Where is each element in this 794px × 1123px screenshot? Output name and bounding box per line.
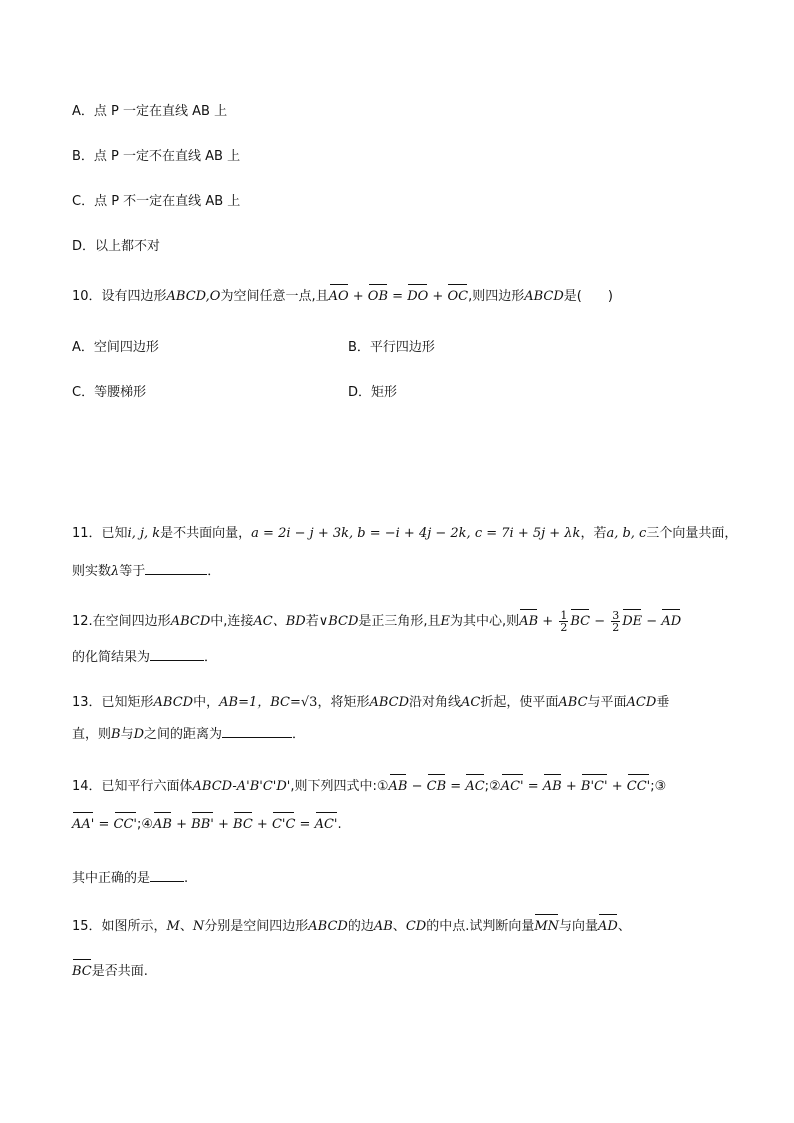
q10-option-b: B．平行四边形 [348, 340, 435, 355]
q13-t4: 折起，使平面 [480, 695, 559, 710]
q14-t4: ;④ [137, 817, 154, 832]
q14-line2: AA' = CC';④AB + BB' + BC + C'C = AC'. [72, 815, 342, 835]
q13-abc: ABC [558, 695, 588, 710]
q10-option-c: C．等腰梯形 [72, 385, 147, 400]
q13-t1: 中， [193, 695, 220, 710]
q10-abcd: ABCD [524, 289, 564, 304]
q13-acd: ACD [626, 695, 657, 710]
q13-t2: ，将矩形 [317, 695, 370, 710]
q15-cd: CD [405, 919, 427, 934]
q15-line2 [72, 962, 148, 982]
q12-expression: AB + $\frac{1}{2}$ BC − $\frac{3}{2}$ DE − AD [519, 609, 682, 634]
q13-ab: AB=1， [219, 695, 271, 710]
q14-formula-4: AB + BB' + BC + C'C = AC' [153, 817, 337, 832]
q14-t1: ,则下列四式中:① [290, 779, 389, 794]
q12-stem [72, 610, 681, 633]
q15-vec-bc: BC [72, 962, 92, 982]
q13-t3: 沿对角线 [409, 695, 462, 710]
q11-lambda: λ [111, 564, 120, 579]
q10-option-d: D．矩形 [348, 385, 398, 400]
q15-sep2: 、 [392, 919, 406, 934]
q13-abcd2: ABCD [369, 695, 410, 710]
q11-t1: 是不共面向量， [160, 526, 252, 541]
q15-m: M [166, 919, 180, 934]
q11-line2-prefix: 则实数 [72, 564, 112, 579]
q13-answer-blank[interactable] [222, 737, 292, 738]
q13-prefix: 13．已知矩形 [72, 695, 154, 710]
q14-solid: ABCD-A'B'C'D' [192, 779, 291, 794]
q12-line2: 的化简结果为 ． [72, 650, 218, 665]
q15-prefix: 15．如图所示， [72, 919, 167, 934]
q10-mid: 为空间任意一点,且 [220, 289, 329, 304]
q15-t4: 与向量 [559, 919, 599, 934]
q14-formula-3: AA' = CC' [72, 817, 137, 832]
q11-vars2: a, b, c [606, 526, 647, 541]
q14-answer-blank[interactable] [150, 881, 184, 882]
q13-ac: AC [461, 695, 481, 710]
q9-option-d: D．以上都不对 [72, 239, 161, 254]
q14-t2: ;② [484, 779, 501, 794]
q12-triangle: ∨BCD [318, 614, 359, 629]
q14-formula-1: AB − CB = AC [389, 779, 485, 794]
q9-option-c: C．点 P 不一定在直线 AB 上 [72, 194, 241, 209]
q15-t2: 的边 [347, 919, 374, 934]
q10-prefix: 10．设有四边形 [72, 289, 167, 304]
q10-end: 是( ) [563, 289, 613, 304]
q14-stem [72, 777, 666, 797]
q10-option-a: A．空间四边形 [72, 340, 159, 355]
q14-t3: ;③ [650, 779, 667, 794]
q11-t2: ，若 [580, 526, 607, 541]
q15-vec-mn: MN [534, 917, 559, 937]
q15-sep1: 、 [179, 919, 193, 934]
q11-line2-suffix: 等于 [119, 564, 146, 579]
q10-abcd-o: ABCD,O [166, 289, 221, 304]
q12-t1: 中,连接 [210, 614, 254, 629]
q15-t1: 分别是空间四边形 [204, 919, 309, 934]
q13-t6: 垂 [656, 695, 670, 710]
q12-line2-text: 的化简结果为 [72, 650, 151, 665]
q14-prefix: 14．已知平行六面体 [72, 779, 193, 794]
q12-prefix: 12.在空间四边形 [72, 614, 171, 629]
q11-prefix: 11．已知 [72, 526, 128, 541]
q13-sqrt3: √3 [300, 695, 318, 710]
q12-t2: 若 [305, 614, 319, 629]
q15-vec-ad: AD [598, 917, 618, 937]
q11-vars: i, j, k [127, 526, 161, 541]
q15-t3: 的中点.试判断向量 [426, 919, 535, 934]
q10-suffix: ,则四边形 [468, 289, 525, 304]
q15-ab: AB [373, 919, 393, 934]
q15-sep3: 、 [617, 919, 631, 934]
q14-answer-line: 其中正确的是 . [72, 871, 189, 886]
q9-option-b: B．点 P 一定不在直线 AB 上 [72, 149, 241, 164]
q11-equation: a = 2i − j + 3k, b = −i + 4j − 2k, c = 7i + 5j + λk [251, 526, 581, 541]
q15-t5: 是否共面. [91, 964, 148, 979]
q12-e: E [440, 614, 451, 629]
q15-n: N [192, 919, 205, 934]
q13-line2-c: 之间的距离为 [144, 727, 223, 742]
q13-stem [72, 693, 669, 713]
q13-bc: BC= [270, 695, 301, 710]
q13-line2: 直，则B与D之间的距离为 ． [72, 727, 306, 742]
q13-d: D [133, 727, 145, 742]
q11-t3: 三个向量共面， [646, 526, 738, 541]
q10-stem [72, 287, 613, 307]
q12-t3: 是正三角形,且 [358, 614, 441, 629]
q13-b: B [111, 727, 121, 742]
q15-abcd: ABCD [308, 919, 348, 934]
q12-t4: 为其中心,则 [450, 614, 520, 629]
q13-t5: 与平面 [587, 695, 627, 710]
q12-abcd: ABCD [170, 614, 211, 629]
q13-line2-b: 与 [120, 727, 134, 742]
q14-answer-label: 其中正确的是 [72, 871, 151, 886]
q13-abcd: ABCD [153, 695, 194, 710]
q11-answer-blank[interactable] [145, 574, 207, 575]
q13-line2-a: 直，则 [72, 727, 112, 742]
q11-stem [72, 524, 737, 544]
q12-ac-bd: AC、BD [253, 614, 306, 629]
q10-equation: AO + OB = DO + OC [329, 289, 468, 304]
q14-formula-2: AC' = AB + B'C' + CC' [501, 779, 651, 794]
q12-answer-blank[interactable] [150, 660, 204, 661]
q15-stem [72, 917, 631, 937]
q9-option-a: A．点 P 一定在直线 AB 上 [72, 104, 228, 119]
q11-line2: 则实数λ等于 ． [72, 564, 221, 579]
